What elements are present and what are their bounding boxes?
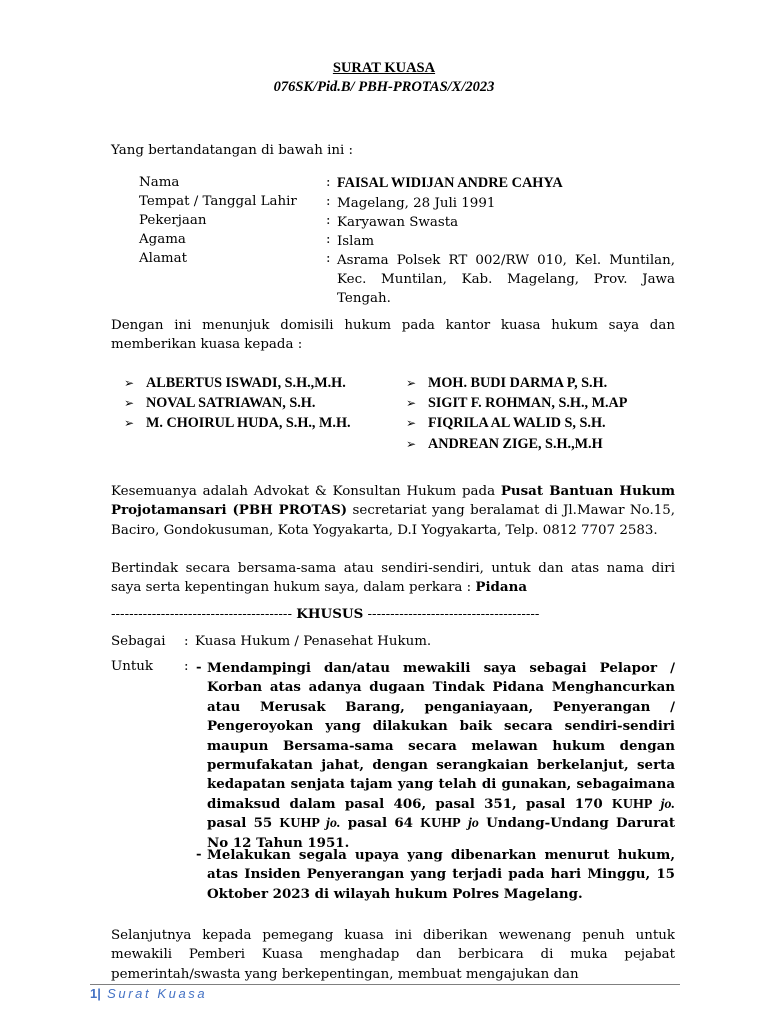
name-value: FAISAL WIDIJAN ANDRE CAHYA xyxy=(337,175,563,191)
sebagai-value: Kuasa Hukum / Penasehat Hukum. xyxy=(195,634,432,649)
arrow-bullet-icon: ➢ xyxy=(406,376,417,390)
khusus-separator: ---------------------------------------- KHUSUS -------------------------------------- xyxy=(111,606,540,622)
page-footer xyxy=(90,986,207,1001)
appoint-text: Dengan ini menunjuk domisili hukum pada kantor kuasa hukum saya dan memberikan kuasa kepada : xyxy=(111,318,675,353)
untuk-label: Untuk xyxy=(111,659,154,674)
address-value: Asrama Polsek RT 002/RW 010, Kel. Muntilan, Kec. Muntilan, Kab. Magelang, Prov. Jawa Tengah. xyxy=(337,253,675,306)
birth-value: Magelang, 28 Juli 1991 xyxy=(337,196,496,211)
footer-separator: | xyxy=(97,986,101,1001)
name-label: Nama xyxy=(139,175,180,190)
closing-text: Selanjutnya kepada pemegang kuasa ini diberikan wewenang penuh untuk mewakili Pemberi Kuasa menghadap dan berbicara di muka pejabat pemerintah/swasta yang berkepentingan, membuat mengajukan dan xyxy=(111,928,675,982)
job-label: Pekerjaan xyxy=(139,213,207,228)
name-colon: : xyxy=(326,175,331,190)
lawyer-item: ➢ FIQRILA AL WALID S, S.H. xyxy=(406,415,606,431)
untuk-item-1: Mendampingi dan/atau mewakili saya sebagai Pelapor / Korban atas adanya dugaan Tindak Pidana Menghancurkan atau Merusak Barang, penganiayaan, Penyerangan / Pengeroyokan yang dilakukan baik secara sendiri-sendiri maupun Bersama-sama secara melawan hukum dengan permufakatan jahat, dengan serangkaian berkelanjut, serta kedapatan senjata tajam yang telah di gunakan, sebagaimana dimaksud dalam pasal 406, pasal 351, pasal 170 KUHP jo. pasal 55 KUHP jo. pasal 64 KUHP jo Undang-Undang Darurat No 12 Tahun 1951. xyxy=(207,660,676,851)
religion-colon: : xyxy=(326,232,331,247)
document-title: SURAT KUASA xyxy=(332,60,436,76)
lawyer-item: ➢ ALBERTUS ISWADI, S.H.,M.H. xyxy=(124,375,346,391)
arrow-bullet-icon: ➢ xyxy=(406,437,417,451)
lawyer-item: ➢ ANDREAN ZIGE, S.H.,M.H xyxy=(406,436,603,452)
religion-value: Islam xyxy=(337,234,375,249)
sebagai-colon: : xyxy=(184,634,189,649)
untuk-item-2: Melakukan segala upaya yang dibenarkan menurut hukum, atas Insiden Penyerangan yang terjadi pada hari Minggu, 15 Oktober 2023 di wilayah hukum Polres Magelang. xyxy=(207,847,675,902)
arrow-bullet-icon: ➢ xyxy=(124,376,135,390)
lawyer-item: ➢ NOVAL SATRIAWAN, S.H. xyxy=(124,395,316,411)
intro-text: Yang bertandatangan di bawah ini : xyxy=(111,143,354,158)
document-number: 076SK/Pid.B/ PBH-PROTAS/X/2023 xyxy=(273,79,495,95)
office-text: Kesemuanya adalah Advokat & Konsultan Hukum pada Pusat Bantuan Hukum Projotamansari (PBH PROTAS) secretariat yang beralamat di Jl.Mawar No.15, Baciro, Gondokusuman, Kota Yogyakarta, D.I Yogyakarta, Telp. 0812 7707 2583. xyxy=(111,483,676,538)
lawyer-item: ➢ M. CHOIRUL HUDA, S.H., M.H. xyxy=(124,415,351,431)
arrow-bullet-icon: ➢ xyxy=(124,416,135,430)
job-colon: : xyxy=(326,213,331,228)
item-dash: - xyxy=(196,659,202,675)
sebagai-label: Sebagai xyxy=(111,634,166,649)
arrow-bullet-icon: ➢ xyxy=(124,396,135,410)
lawyer-item: ➢ SIGIT F. ROHMAN, S.H., M.AP xyxy=(406,395,628,411)
lawyer-item: ➢ MOH. BUDI DARMA P, S.H. xyxy=(406,375,608,391)
arrow-bullet-icon: ➢ xyxy=(406,396,417,410)
item-dash: - xyxy=(196,846,202,862)
page-number: 1 xyxy=(90,986,98,1001)
job-value: Karyawan Swasta xyxy=(337,215,459,230)
khusus-label: KHUSUS xyxy=(296,606,364,622)
office-org: Pusat Bantuan Hukum Projotamansari (PBH PROTAS) xyxy=(111,483,676,519)
address-colon: : xyxy=(326,251,331,266)
case-type: Pidana xyxy=(475,579,528,596)
arrow-bullet-icon: ➢ xyxy=(406,416,417,430)
birth-colon: : xyxy=(326,194,331,209)
untuk-colon: : xyxy=(184,659,189,674)
footer-rule xyxy=(90,984,680,985)
address-label: Alamat xyxy=(139,251,187,266)
religion-label: Agama xyxy=(139,232,186,247)
act-text: Bertindak secara bersama-sama atau sendiri-sendiri, untuk dan atas nama diri saya serta kepentingan hukum saya, dalam perkara : Pidana xyxy=(111,561,675,596)
birth-label: Tempat / Tanggal Lahir xyxy=(139,194,297,209)
footer-label: Surat Kuasa xyxy=(107,986,208,1001)
